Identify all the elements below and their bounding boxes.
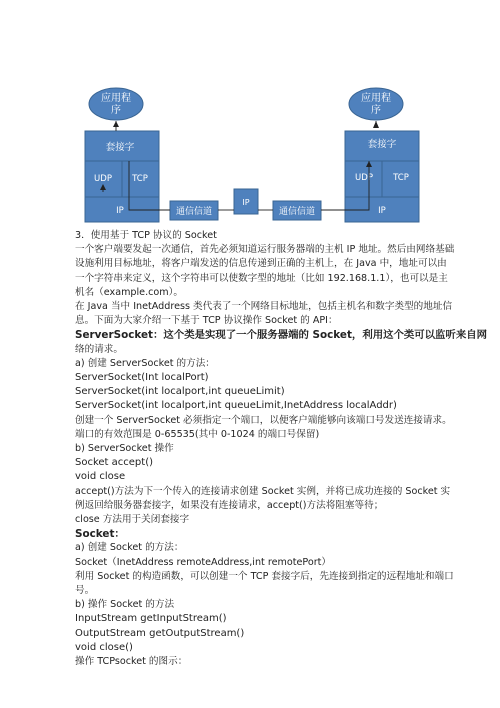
text-line: void close (75, 471, 126, 483)
right-protocol-stack (345, 131, 419, 222)
text-line: 设施利用目标地址，将客户端发送的信息传递到正确的主机上，在 Java 中，地址可以由 (75, 258, 447, 270)
left-socket-label: 套接字 (105, 142, 135, 153)
text-line: close 方法用于关闭套接字 (75, 514, 190, 526)
text-line: 操作 TCPsocket 的图示： (75, 656, 188, 668)
text-line: 一个客户端要发起一次通信，首先必须知道运行服务器端的主机 IP 地址。然后由网络基础 (75, 244, 455, 256)
middle-ip-label: IP (242, 198, 250, 207)
text-line: Socket（InetAddress remoteAddress,int remotePort） (75, 556, 331, 568)
left-protocol-stack (85, 131, 159, 222)
text-line: ServerSocket(Int localPort) (75, 372, 209, 384)
text-line: InputStream getInputStream() (75, 613, 227, 625)
left-tcp-label: TCP (132, 174, 148, 184)
left-app-label-line1: 应用程 (101, 93, 131, 104)
text-line: a) 创建 ServerSocket 的方法： (75, 357, 215, 369)
left-channel-label: 通信信道 (175, 207, 213, 217)
right-tcp-label: TCP (393, 173, 409, 183)
text-line: 3．使用基于 TCP 协议的 Socket (75, 230, 217, 241)
right-app-label-line2: 序 (371, 105, 381, 116)
right-channel-label: 通信信道 (278, 207, 316, 217)
text-line: 利用 Socket 的构造函数，可以创建一个 TCP 套接字后，先连接到指定的远程地址和端口 (75, 570, 454, 582)
text-line: b) 操作 Socket 的方法 (75, 599, 175, 611)
text-line: 息。下面为大家介绍一下基于 TCP 协议操作 Socket 的 API： (75, 315, 338, 327)
text-line: ServerSocket(int localport,int queueLimit,InetAddress localAddr) (75, 400, 397, 412)
left-udp-label: UDP (94, 174, 112, 184)
text-line: 在 Java 当中 InetAddress 类代表了一个网络目标地址，包括主机名和数字类型的地址信 (75, 301, 453, 313)
right-app-ellipse (349, 88, 403, 120)
text-line: 端口的有效范围是 0-65535(其中 0-1024 的端口号保留) (75, 428, 320, 440)
text-line: 一个字符串来定义，这个字符串可以使数字型的地址（比如 192.168.1.1），也可以是主 (75, 272, 448, 284)
left-app-ellipse (89, 88, 143, 120)
text-line: ServerSocket：这个类是实现了一个服务器端的 Socket，利用这个类可以监听来自网 (75, 329, 488, 342)
text-line: ServerSocket(int localport,int queueLimit) (75, 386, 285, 398)
text-line: 创建一个 ServerSocket 必须指定一个端口，以便客户端能够向该端口号发送连接请求。 (75, 414, 452, 426)
document-body (75, 229, 488, 669)
text-line: 号。 (75, 585, 95, 597)
right-ip-label: IP (378, 206, 386, 216)
text-line: 机名（example.com）。 (75, 286, 184, 298)
text-line: OutputStream getOutputStream() (75, 627, 245, 639)
text-line: 络的请求。 (75, 343, 123, 355)
text-line: accept()方法为下一个传入的连接请求创建 Socket 实例，并将已成功连接的 Socket 实 (75, 485, 451, 497)
left-app-label-line2: 序 (111, 105, 121, 116)
text-line: b) ServerSocket 操作 (75, 443, 174, 455)
right-app-label-line1: 应用程 (361, 93, 391, 104)
text-line: Socket accept() (75, 457, 153, 469)
left-ip-label: IP (116, 206, 124, 216)
text-line: a) 创建 Socket 的方法： (75, 542, 184, 554)
tcp-socket-diagram (0, 0, 500, 230)
right-udp-label: UDP (355, 173, 373, 183)
right-socket-label: 套接字 (367, 139, 397, 150)
text-line: void close() (75, 641, 133, 653)
text-line: 例返回给服务器套接字，如果没有连接请求，accept()方法将阻塞等待； (75, 499, 384, 511)
text-line: Socket： (75, 528, 125, 541)
